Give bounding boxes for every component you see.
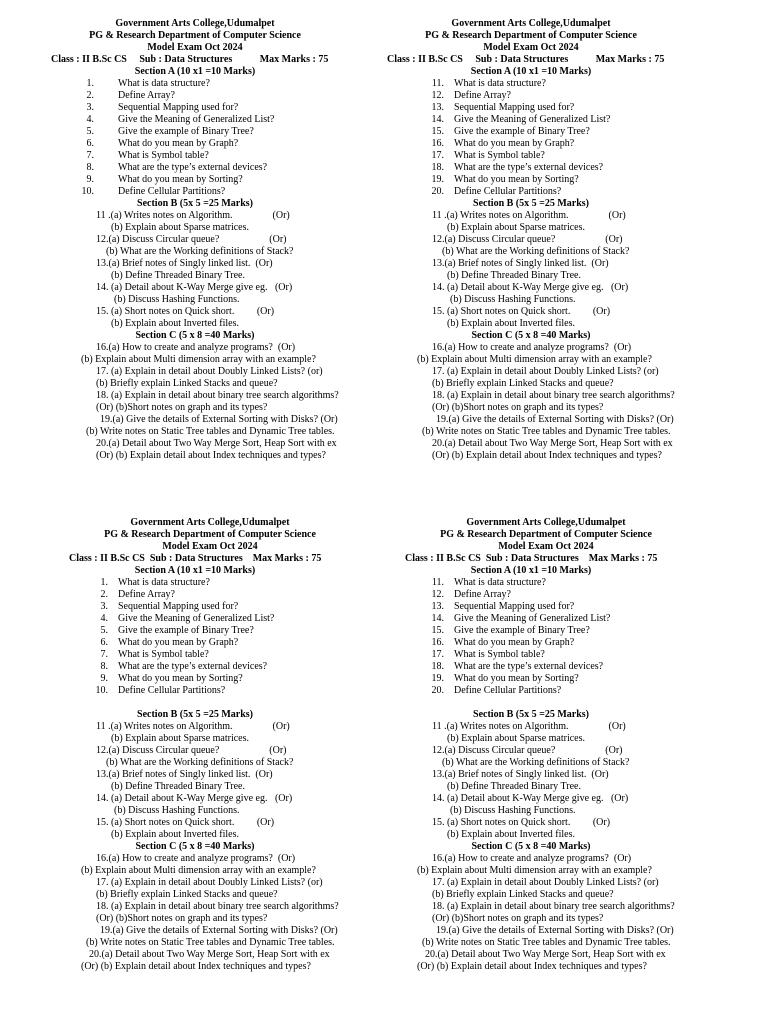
question-line: 17. (a) Explain in detail about Doubly Linked Lists? (or) [432,877,659,888]
question-line: (b) What are the Working definitions of Stack? [442,246,630,257]
question-line: (b) Write notes on Static Tree tables and Dynamic Tree tables. [86,937,335,948]
question-line: (b) Explain about Sparse matrices. [111,733,250,744]
question-text: What do you mean by Graph? [118,138,239,149]
question-line: (b) Briefly explain Linked Stacks and queue? [432,889,614,900]
question-line: (b) Discuss Hashing Functions. [450,294,576,305]
question-line: 12.(a) Discuss Circular queue? (Or) [432,234,623,245]
question-line: (b) Explain about Multi dimension array with an example? [81,865,316,876]
question-text: What are the type’s external devices? [454,661,604,672]
section-b-list [346,210,716,330]
question-line: (b) Write notes on Static Tree tables and Dynamic Tree tables. [86,426,335,437]
college-name: Government Arts College,Udumalpet [466,517,626,528]
question-number: 1. [86,78,94,89]
section-a-list [10,577,380,697]
section-a-title: Section A (10 x1 =10 Marks) [134,66,256,77]
question-line: (b) Define Threaded Binary Tree. [111,270,245,281]
question-line: (Or) (b) Explain detail about Index techniques and types? [81,961,311,972]
college-name: Government Arts College,Udumalpet [115,18,275,29]
exam-title: Model Exam Oct 2024 [483,42,579,53]
section-a-list [346,577,716,697]
question-text: What do you mean by Graph? [454,138,575,149]
section-a-title: Section A (10 x1 =10 Marks) [470,66,592,77]
question-text: What is Symbol table? [118,649,209,660]
class-subject-marks: Class : II B.Sc CS Sub : Data Structures Max Marks : 75 [405,553,658,564]
question-line: (b) Explain about Sparse matrices. [111,222,250,233]
question-text: Sequential Mapping used for? [118,102,239,113]
question-text: Sequential Mapping used for? [118,601,239,612]
question-line: 17. (a) Explain in detail about Doubly Linked Lists? (or) [432,366,659,377]
question-line: (Or) (b)Short notes on graph and its types? [96,402,268,413]
department-name: PG & Research Department of Computer Science [89,30,301,41]
question-number: 8. [100,661,108,672]
exam-title: Model Exam Oct 2024 [147,42,243,53]
exam-paper-top-right [346,18,716,462]
question-line: (b) Briefly explain Linked Stacks and queue? [432,378,614,389]
section-c-list [10,853,380,973]
question-number: 18. [431,162,444,173]
question-line: 11 .(a) Writes notes on Algorithm. (Or) [96,210,290,221]
question-text: Define Cellular Partitions? [118,186,226,197]
question-line: (b) Explain about Multi dimension array with an example? [417,865,652,876]
question-text: What is Symbol table? [454,649,545,660]
department-name: PG & Research Department of Computer Science [440,529,652,540]
question-number: 14. [431,114,444,125]
section-c-title: Section C (5 x 8 =40 Marks) [471,841,591,852]
question-text: What are the type’s external devices? [454,162,604,173]
question-number: 11. [431,577,444,588]
question-line: (b) Explain about Inverted files. [447,318,576,329]
question-number: 3. [86,102,94,113]
question-line: 18. (a) Explain in detail about binary tree search algorithms? [96,901,339,912]
question-number: 17. [431,649,444,660]
question-line: 13.(a) Brief notes of Singly linked list. (Or) [96,769,273,780]
section-a-list [10,78,380,198]
question-text: Define Cellular Partitions? [454,685,562,696]
question-text: What are the type’s external devices? [118,661,268,672]
question-line: (Or) (b) Explain detail about Index techniques and types? [96,450,326,461]
question-line: (b) What are the Working definitions of Stack? [106,246,294,257]
question-line: 11 .(a) Writes notes on Algorithm. (Or) [96,721,290,732]
question-number: 12. [431,589,444,600]
question-number: 2. [100,589,108,600]
question-line: (b) Explain about Sparse matrices. [447,733,586,744]
question-text: Sequential Mapping used for? [454,102,575,113]
question-line: (b) Define Threaded Binary Tree. [111,781,245,792]
question-line: 20.(a) Detail about Two Way Merge Sort, Heap Sort with ex [425,949,666,960]
question-line: (b) Write notes on Static Tree tables and Dynamic Tree tables. [422,426,671,437]
question-text: Define Cellular Partitions? [454,186,562,197]
question-line: 14. (a) Detail about K-Way Merge give eg. (Or) [96,793,293,804]
question-number: 4. [86,114,94,125]
question-number: 18. [431,661,444,672]
class-subject-marks: Class : II B.Sc CS Sub : Data Structures Max Marks : 75 [387,54,665,65]
question-line: 18. (a) Explain in detail about binary tree search algorithms? [96,390,339,401]
question-number: 7. [100,649,108,660]
question-text: Give the Meaning of Generalized List? [118,114,275,125]
section-c-list [10,342,380,462]
section-c-list [346,342,716,462]
question-line: (Or) (b)Short notes on graph and its types? [96,913,268,924]
question-line: (b) Discuss Hashing Functions. [114,294,240,305]
question-line: 19.(a) Give the details of External Sorting with Disks? (Or) [100,925,338,936]
question-line: (b) Explain about Inverted files. [111,318,240,329]
question-line: (b) What are the Working definitions of Stack? [442,757,630,768]
question-line: 15. (a) Short notes on Quick short. (Or) [432,817,611,828]
section-c-list [346,853,716,973]
college-name: Government Arts College,Udumalpet [451,18,611,29]
question-text: Give the example of Binary Tree? [118,625,254,636]
section-b-title: Section B (5x 5 =25 Marks) [473,709,589,720]
question-line: 15. (a) Short notes on Quick short. (Or) [432,306,611,317]
question-line: 19.(a) Give the details of External Sorting with Disks? (Or) [436,925,674,936]
question-number: 15. [431,126,444,137]
question-line: 16.(a) How to create and analyze programs? (Or) [96,853,296,864]
question-text: Give the Meaning of Generalized List? [118,613,275,624]
section-b-list [346,721,716,841]
question-number: 9. [86,174,94,185]
exam-paper-top-left [10,18,380,462]
question-text: What is data structure? [454,78,546,89]
exam-title: Model Exam Oct 2024 [162,541,258,552]
question-line: 14. (a) Detail about K-Way Merge give eg. (Or) [96,282,293,293]
question-number: 5. [86,126,94,137]
section-c-title: Section C (5 x 8 =40 Marks) [135,841,255,852]
question-line: (b) Discuss Hashing Functions. [114,805,240,816]
section-a-list [346,78,716,198]
question-line: 11 .(a) Writes notes on Algorithm. (Or) [432,210,626,221]
question-number: 15. [431,625,444,636]
question-line: 16.(a) How to create and analyze programs? (Or) [96,342,296,353]
question-line: (b) Briefly explain Linked Stacks and queue? [96,378,278,389]
question-line: (b) Explain about Inverted files. [447,829,576,840]
exam-paper-bottom-left [10,517,380,973]
question-text: What is Symbol table? [454,150,545,161]
question-line: 14. (a) Detail about K-Way Merge give eg. (Or) [432,282,629,293]
section-a-title: Section A (10 x1 =10 Marks) [470,565,592,576]
question-number: 12. [431,90,444,101]
section-c-title: Section C (5 x 8 =40 Marks) [135,330,255,341]
department-name: PG & Research Department of Computer Science [425,30,637,41]
question-line: 12.(a) Discuss Circular queue? (Or) [96,745,287,756]
question-line: 19.(a) Give the details of External Sorting with Disks? (Or) [100,414,338,425]
question-number: 14. [431,613,444,624]
question-line: 12.(a) Discuss Circular queue? (Or) [96,234,287,245]
question-number: 13. [431,102,444,113]
question-text: Give the Meaning of Generalized List? [454,613,611,624]
question-text: Give the Meaning of Generalized List? [454,114,611,125]
question-line: 16.(a) How to create and analyze programs? (Or) [432,342,632,353]
question-text: Sequential Mapping used for? [454,601,575,612]
question-line: (Or) (b)Short notes on graph and its types? [432,913,604,924]
department-name: PG & Research Department of Computer Science [104,529,316,540]
question-text: Define Array? [454,90,511,101]
question-line: 15. (a) Short notes on Quick short. (Or) [96,306,275,317]
college-name: Government Arts College,Udumalpet [130,517,290,528]
question-number: 1. [100,577,108,588]
question-line: 19.(a) Give the details of External Sorting with Disks? (Or) [436,414,674,425]
question-line: (b) Explain about Multi dimension array with an example? [81,354,316,365]
question-number: 7. [86,150,94,161]
question-number: 20. [431,186,444,197]
question-number: 16. [431,138,444,149]
question-text: Give the example of Binary Tree? [118,126,254,137]
question-text: What do you mean by Sorting? [454,673,579,684]
question-line: (b) Define Threaded Binary Tree. [447,781,581,792]
question-number: 6. [100,637,108,648]
question-line: (b) Explain about Multi dimension array with an example? [417,354,652,365]
exam-title: Model Exam Oct 2024 [498,541,594,552]
question-number: 6. [86,138,94,149]
question-number: 4. [100,613,108,624]
exam-paper-bottom-right [346,517,716,973]
question-number: 19. [431,673,444,684]
question-line: 18. (a) Explain in detail about binary tree search algorithms? [432,901,675,912]
question-text: Give the example of Binary Tree? [454,625,590,636]
question-number: 13. [431,601,444,612]
question-line: 13.(a) Brief notes of Singly linked list. (Or) [96,258,273,269]
question-text: What is data structure? [454,577,546,588]
question-line: 20.(a) Detail about Two Way Merge Sort, Heap Sort with ex [89,949,330,960]
question-line: 12.(a) Discuss Circular queue? (Or) [432,745,623,756]
question-line: (Or) (b) Explain detail about Index techniques and types? [432,450,662,461]
question-number: 19. [431,174,444,185]
question-line: (b) Briefly explain Linked Stacks and queue? [96,889,278,900]
question-line: 13.(a) Brief notes of Singly linked list. (Or) [432,258,609,269]
section-b-list [10,210,380,330]
question-number: 16. [431,637,444,648]
question-line: 20.(a) Detail about Two Way Merge Sort, Heap Sort with ex [432,438,673,449]
question-number: 2. [86,90,94,101]
question-line: (b) What are the Working definitions of Stack? [106,757,294,768]
question-text: What do you mean by Sorting? [118,174,243,185]
question-text: What are the type’s external devices? [118,162,268,173]
section-b-list [10,721,380,841]
question-line: (Or) (b) Explain detail about Index techniques and types? [417,961,647,972]
question-text: What do you mean by Sorting? [118,673,243,684]
question-line: 18. (a) Explain in detail about binary tree search algorithms? [432,390,675,401]
question-text: What do you mean by Graph? [454,637,575,648]
question-text: Define Cellular Partitions? [118,685,226,696]
section-b-title: Section B (5x 5 =25 Marks) [137,709,253,720]
question-text: What is data structure? [118,577,210,588]
question-text: Give the example of Binary Tree? [454,126,590,137]
question-number: 10. [81,186,94,197]
section-c-title: Section C (5 x 8 =40 Marks) [471,330,591,341]
question-line: 20.(a) Detail about Two Way Merge Sort, Heap Sort with ex [96,438,337,449]
question-number: 3. [100,601,108,612]
section-b-title: Section B (5x 5 =25 Marks) [137,198,253,209]
question-text: What do you mean by Sorting? [454,174,579,185]
question-line: (b) Explain about Inverted files. [111,829,240,840]
question-number: 17. [431,150,444,161]
question-number: 10. [95,685,108,696]
question-line: (b) Discuss Hashing Functions. [450,805,576,816]
question-number: 20. [431,685,444,696]
question-text: Define Array? [454,589,511,600]
question-number: 8. [86,162,94,173]
question-line: 11 .(a) Writes notes on Algorithm. (Or) [432,721,626,732]
question-text: What is Symbol table? [118,150,209,161]
question-line: 16.(a) How to create and analyze programs? (Or) [432,853,632,864]
question-line: 13.(a) Brief notes of Singly linked list. (Or) [432,769,609,780]
question-line: 14. (a) Detail about K-Way Merge give eg. (Or) [432,793,629,804]
question-line: (b) Write notes on Static Tree tables and Dynamic Tree tables. [422,937,671,948]
question-number: 9. [100,673,108,684]
question-line: (b) Define Threaded Binary Tree. [447,270,581,281]
question-number: 5. [100,625,108,636]
question-text: What do you mean by Graph? [118,637,239,648]
section-b-title: Section B (5x 5 =25 Marks) [473,198,589,209]
question-line: 17. (a) Explain in detail about Doubly Linked Lists? (or) [96,877,323,888]
section-a-title: Section A (10 x1 =10 Marks) [134,565,256,576]
question-number: 11. [431,78,444,89]
question-text: What is data structure? [118,78,210,89]
question-text: Define Array? [118,90,175,101]
class-subject-marks: Class : II B.Sc CS Sub : Data Structures Max Marks : 75 [69,553,322,564]
question-line: (Or) (b)Short notes on graph and its types? [432,402,604,413]
class-subject-marks: Class : II B.Sc CS Sub : Data Structures Max Marks : 75 [51,54,329,65]
question-text: Define Array? [118,589,175,600]
question-line: 17. (a) Explain in detail about Doubly Linked Lists? (or) [96,366,323,377]
question-line: (b) Explain about Sparse matrices. [447,222,586,233]
question-line: 15. (a) Short notes on Quick short. (Or) [96,817,275,828]
